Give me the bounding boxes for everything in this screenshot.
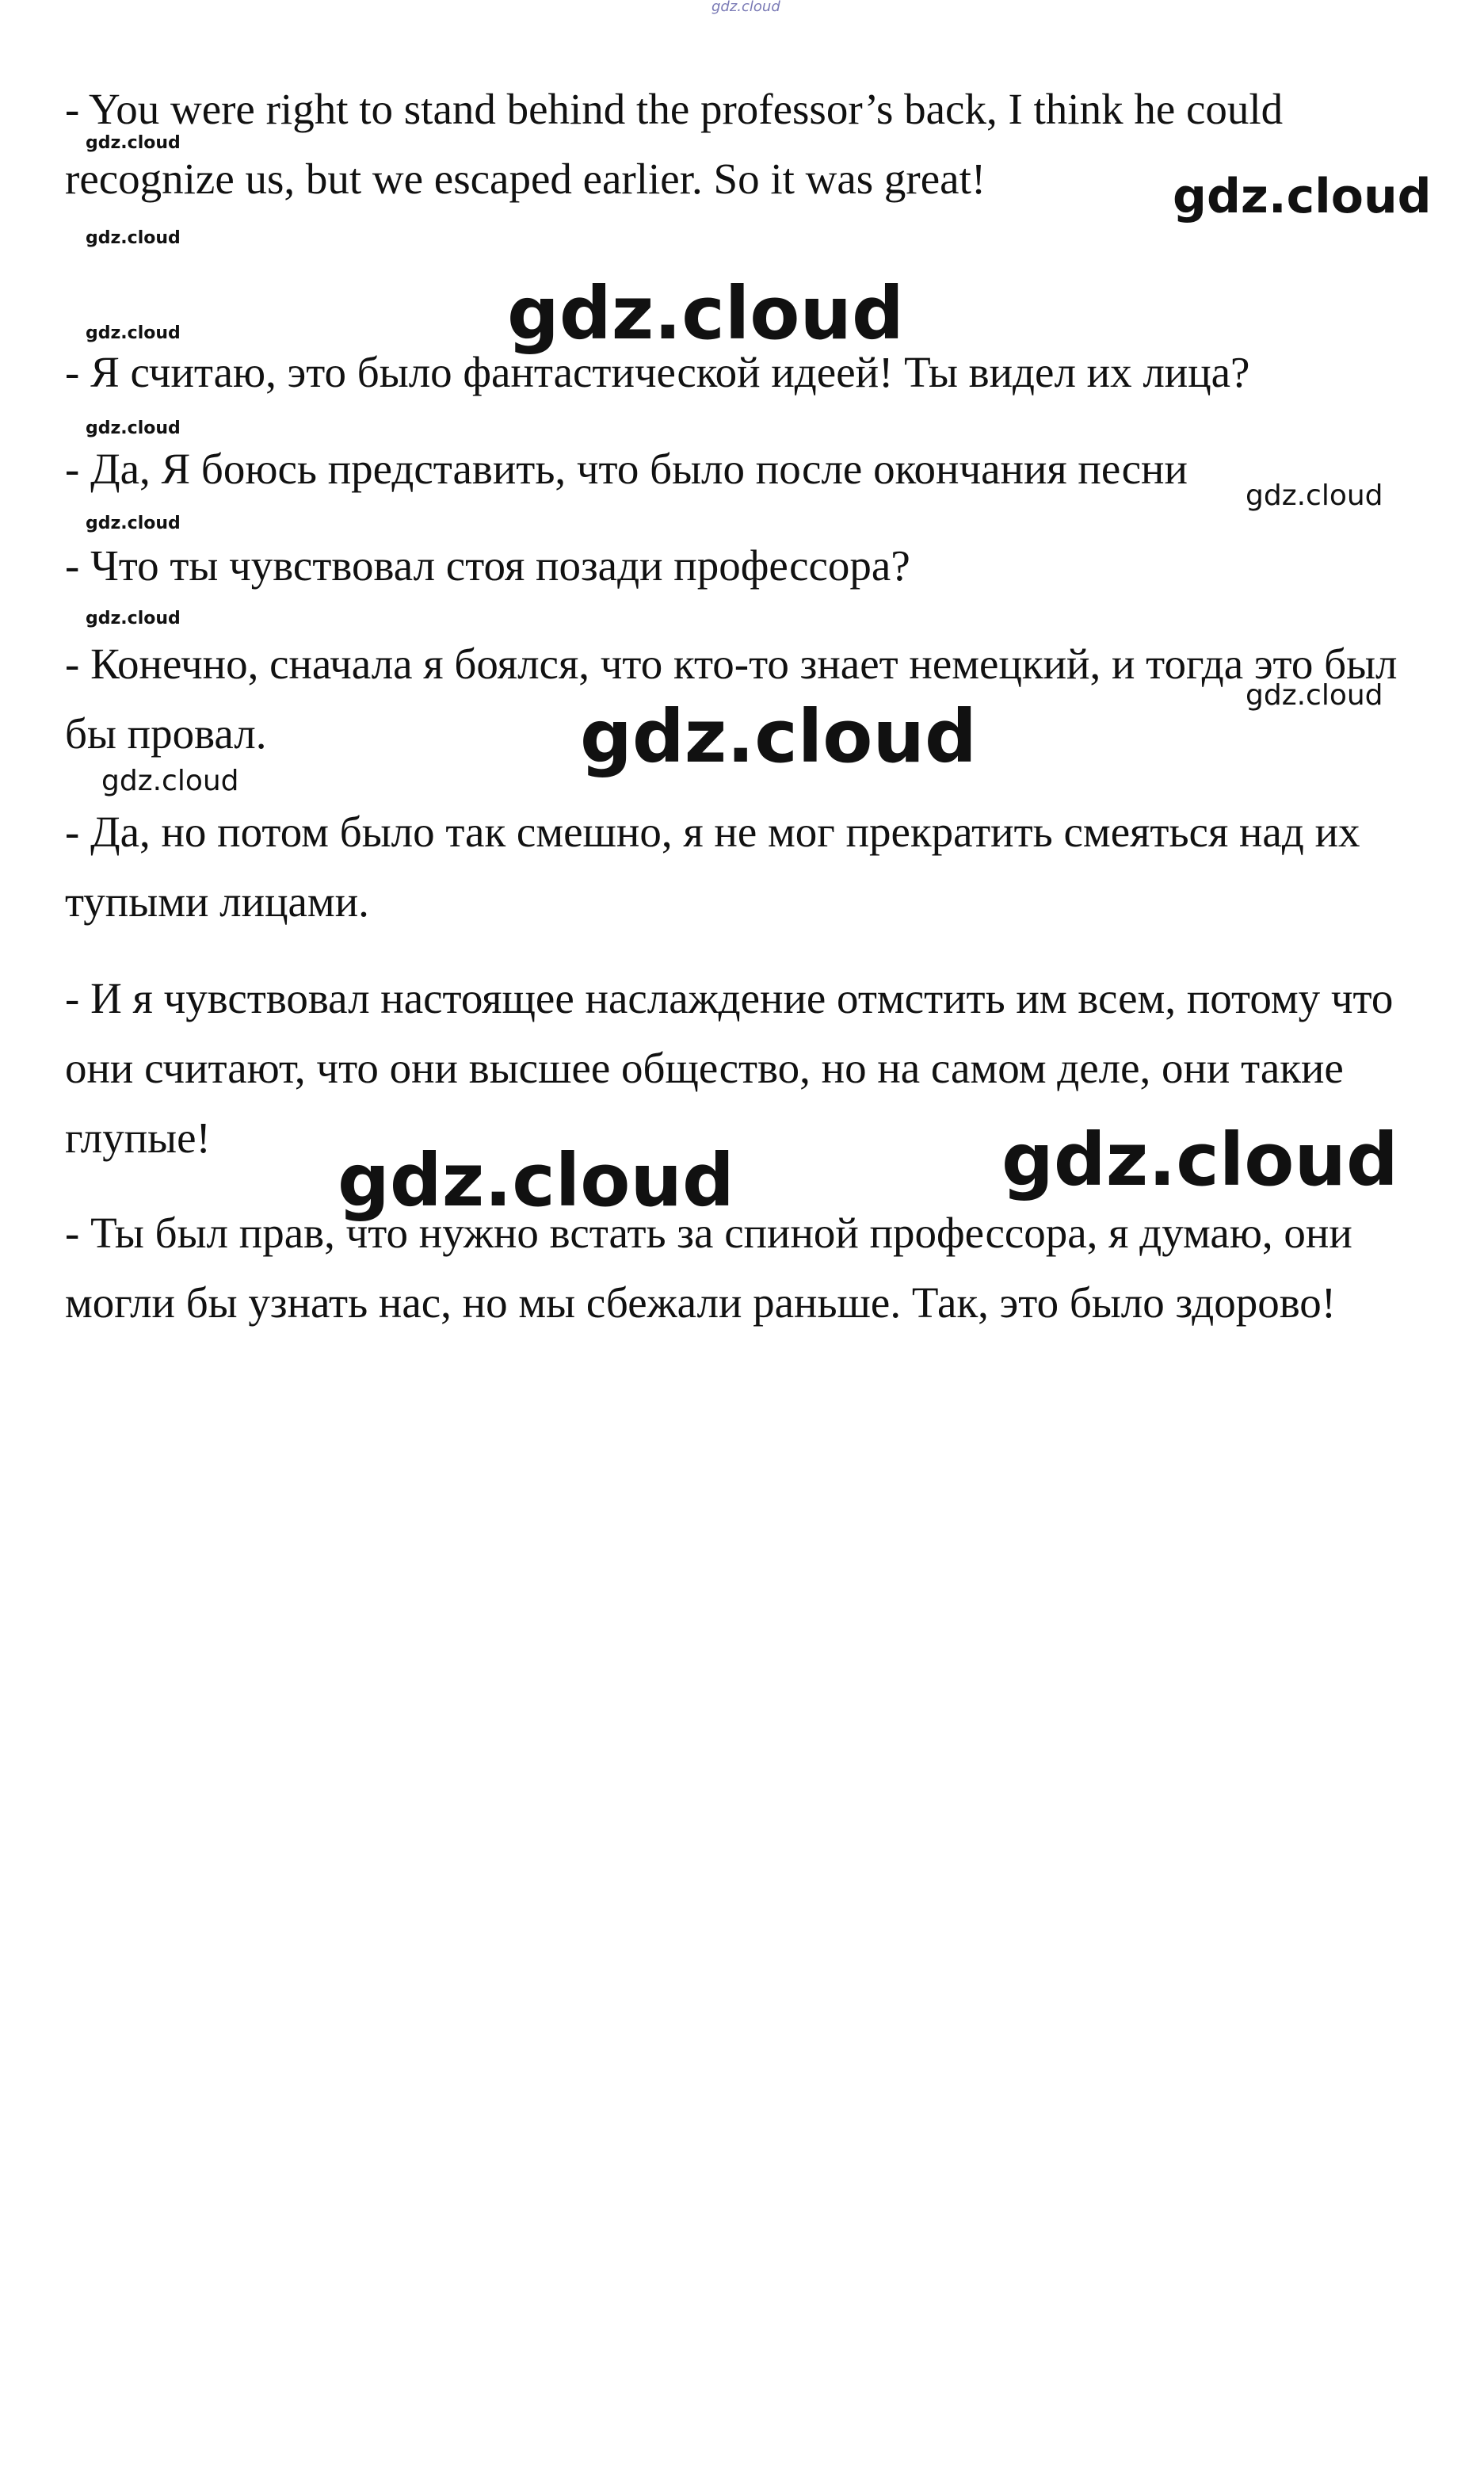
paragraph-7: - И я чувствовал настоящее наслаждение отмстить им всем, потому что они считают, что они высшее общество, но на самом деле, они такие глупые! (65, 974, 1394, 1162)
paragraph-2: - Я считаю, это было фантастической идеей! Ты видел их лица? (65, 348, 1250, 396)
paragraph-1: - You were right to stand behind the professor’s back, I think he could recognize us, but we escaped earlier. So it was great! (65, 85, 1284, 203)
watermark-medium: gdz.cloud (101, 765, 239, 797)
watermark-large: gdz.cloud (580, 694, 977, 779)
paragraph-8: - Ты был прав, что нужно встать за спиной профессора, я думаю, они могли бы узнать нас, но мы сбежали раньше. Так, это было здорово! (65, 1209, 1352, 1327)
watermark-small: gdz.cloud (86, 609, 181, 628)
watermark-small: gdz.cloud (86, 514, 181, 533)
watermark-large: gdz.cloud (1001, 1117, 1398, 1202)
watermark-large: gdz.cloud (507, 271, 904, 356)
paragraph-6: - Да, но потом было так смешно, я не мог прекратить смеяться над их тупыми лицами. (65, 808, 1360, 926)
watermark-large: gdz.cloud (338, 1138, 734, 1223)
watermark-medium: gdz.cloud (1246, 479, 1383, 512)
paragraph-4: - Что ты чувствовал стоя позади профессора? (65, 541, 910, 590)
watermark-medium: gdz.cloud (1246, 679, 1383, 712)
watermark-small: gdz.cloud (86, 418, 181, 438)
paragraph-5: - Конечно, сначала я боялся, что кто-то знает немецкий, и тогда это был бы провал. (65, 640, 1398, 758)
watermark-small: gdz.cloud (86, 228, 181, 248)
watermark-small: gdz.cloud (86, 323, 181, 343)
header-watermark: gdz.cloud (711, 0, 780, 15)
watermark-medium: gdz.cloud (1173, 169, 1432, 224)
watermark-small: gdz.cloud (86, 133, 181, 153)
paragraph-3: - Да, Я боюсь представить, что было после окончания песни (65, 445, 1188, 493)
